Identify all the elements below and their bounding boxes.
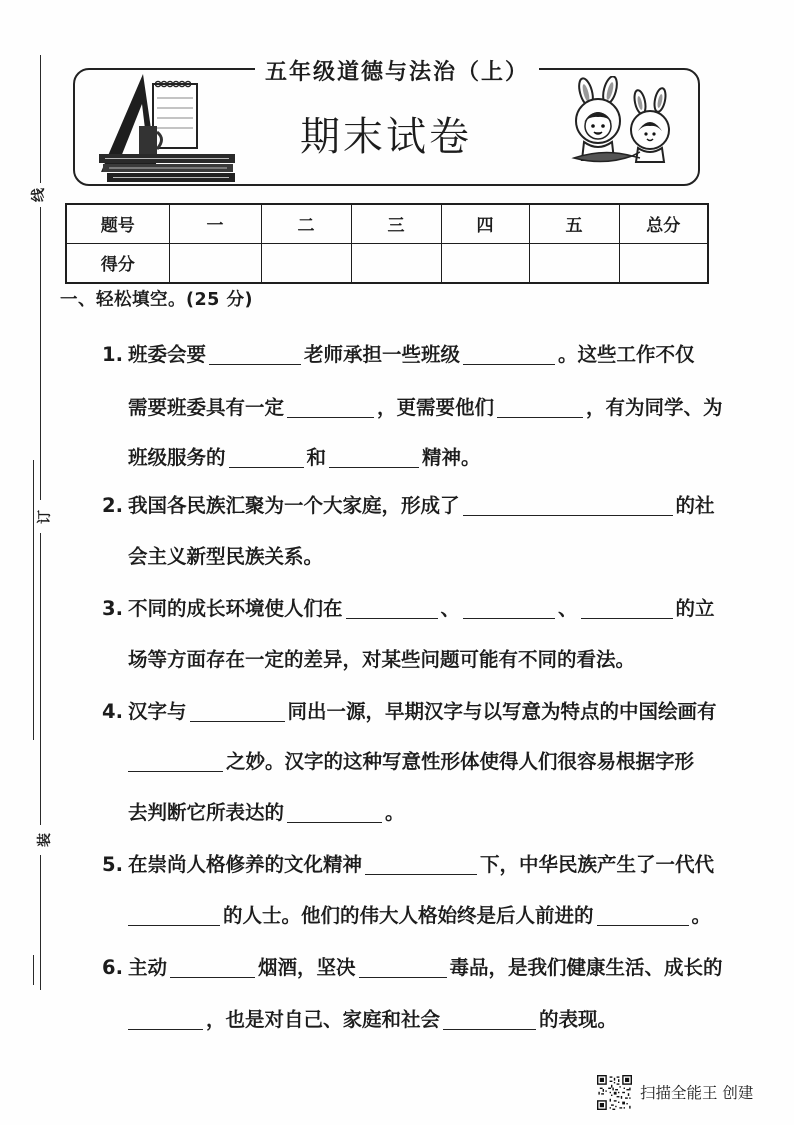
score-table	[65, 203, 709, 284]
column-part-4: 四	[441, 204, 529, 243]
score-cell	[169, 243, 261, 283]
question-line	[102, 341, 695, 369]
question-text: 的表现。	[539, 1008, 618, 1031]
question-line	[102, 1006, 617, 1034]
question-text: ，有为同学、为	[586, 396, 723, 419]
subject-title: 五年级道德与法治（上）	[255, 59, 539, 87]
question-text: 同出一源，早期汉字与以写意为特点的中国绘画有	[287, 700, 717, 723]
answer-blank	[581, 618, 673, 619]
score-cell	[619, 243, 708, 283]
column-part-1: 一	[169, 204, 261, 243]
question-text: 、	[558, 597, 578, 620]
question-text: 去判断它所表达的	[128, 801, 285, 824]
question-line	[102, 646, 635, 674]
question-line	[102, 799, 405, 827]
question-number: 5.	[102, 853, 123, 876]
question-number: 3.	[102, 597, 123, 620]
question-text: ，也是对自己、家庭和社会	[206, 1008, 441, 1031]
answer-blank	[287, 822, 382, 823]
question-line	[102, 954, 723, 982]
question-text: ，更需要他们	[377, 396, 495, 419]
answer-blank	[443, 1029, 536, 1030]
question-number: 6.	[102, 956, 123, 979]
question-text: 我国各民族汇聚为一个大家庭，形成了	[128, 494, 460, 517]
question-line	[102, 444, 481, 472]
binding-line	[33, 955, 34, 985]
score-cell	[529, 243, 619, 283]
question-text: 会主义新型民族关系。	[128, 545, 324, 568]
bunny-hood-kids-illustration	[566, 76, 696, 170]
question-line	[102, 394, 723, 422]
question-number: 4.	[102, 700, 123, 723]
answer-blank	[597, 925, 689, 926]
answer-blank	[497, 417, 583, 418]
question-line	[102, 698, 717, 726]
answer-blank	[170, 977, 255, 978]
answer-blank	[365, 874, 477, 875]
column-part-3: 三	[351, 204, 441, 243]
question-number: 2.	[102, 494, 123, 517]
question-text: 场等方面存在一定的差异，对某些问题可能有不同的看法。	[128, 648, 636, 671]
question-line	[102, 851, 714, 879]
binding-mark-line: 线	[31, 188, 47, 202]
answer-blank	[128, 925, 220, 926]
binding-mark-staple: 订	[37, 510, 53, 524]
answer-blank	[346, 618, 438, 619]
question-text: 的人士。他们的伟大人格始终是后人前进的	[223, 904, 594, 927]
binding-line	[33, 460, 34, 740]
question-text: 需要班委具有一定	[128, 396, 285, 419]
question-text: 、	[440, 597, 461, 620]
question-text: 的立	[675, 597, 715, 620]
binding-mark-bind: 装	[37, 833, 53, 847]
question-number-label: 题号	[66, 204, 169, 243]
question-number: 1.	[102, 343, 123, 366]
question-text: 的社	[675, 494, 715, 517]
score-cell	[261, 243, 351, 283]
answer-blank	[463, 364, 555, 365]
question-text: 之妙。汉字的这种写意性形体使得人们很容易根据字形	[226, 750, 695, 773]
question-text: 。这些工作不仅	[558, 343, 695, 366]
question-text: 精神。	[422, 446, 481, 469]
answer-blank	[359, 977, 447, 978]
question-text: 和	[306, 446, 327, 469]
scanner-watermark: 扫描全能王 创建	[640, 1084, 754, 1102]
score-label: 得分	[66, 243, 169, 283]
answer-blank	[190, 721, 285, 722]
exam-title: 期末试卷	[300, 114, 472, 160]
binding-line	[40, 207, 41, 500]
question-text: 在崇尚人格修养的文化精神	[128, 853, 363, 876]
column-part-2: 二	[261, 204, 351, 243]
answer-blank	[128, 771, 223, 772]
question-line	[102, 595, 715, 623]
question-text: 毒品，是我们健康生活、成长的	[449, 956, 723, 979]
question-text: 下，中华民族产生了一代代	[480, 853, 715, 876]
answer-blank	[463, 515, 673, 516]
question-text: 班委会要	[128, 343, 207, 366]
score-cell	[441, 243, 529, 283]
binding-line	[40, 855, 41, 990]
question-line	[102, 492, 715, 520]
column-part-5: 五	[529, 204, 619, 243]
section-heading: 一、轻松填空。(25 分)	[60, 290, 253, 310]
question-text: 。	[691, 904, 712, 927]
question-text: 。	[385, 801, 405, 824]
ruler-and-books-illustration	[95, 72, 240, 184]
score-table-score-row	[66, 243, 708, 283]
question-text: 老师承担一些班级	[304, 343, 461, 366]
question-text: 汉字与	[128, 700, 187, 723]
score-cell	[351, 243, 441, 283]
question-text: 烟酒，坚决	[258, 956, 356, 979]
qr-code-icon	[597, 1075, 632, 1110]
question-line	[102, 748, 694, 776]
column-total: 总分	[619, 204, 708, 243]
answer-blank	[329, 467, 419, 468]
answer-blank	[209, 364, 301, 365]
answer-blank	[229, 467, 304, 468]
question-text: 主动	[128, 956, 168, 979]
question-text: 班级服务的	[128, 446, 226, 469]
question-text: 不同的成长环境使人们在	[128, 597, 343, 620]
answer-blank	[128, 1029, 203, 1030]
question-line	[102, 543, 323, 571]
binding-line	[40, 533, 41, 825]
question-line	[102, 902, 711, 930]
answer-blank	[463, 618, 555, 619]
score-table-header-row	[66, 204, 708, 243]
answer-blank	[287, 417, 374, 418]
